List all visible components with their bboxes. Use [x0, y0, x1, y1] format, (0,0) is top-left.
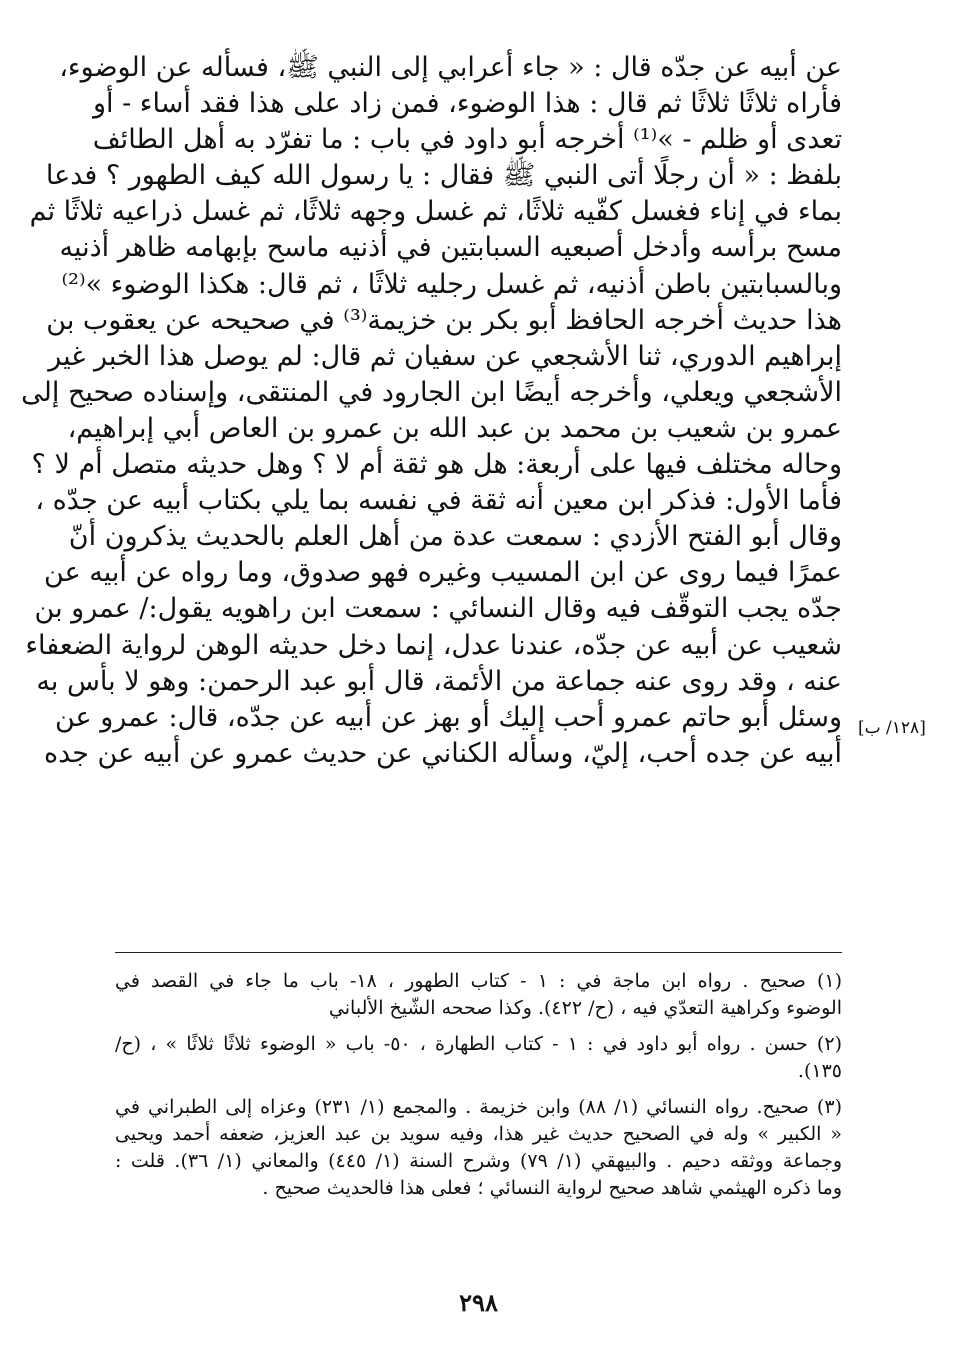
text-line: وقال أبو الفتح الأزدي : سمعت عدة من أهل العلم بالحديث يذكرون أنّ: [68, 521, 842, 553]
text-line: وبالسبابتين باطن أذنيه، ثم غسل رجليه ثلاثًا ، ثم قال: هكذا الوضوء »⁽²⁾: [61, 268, 842, 300]
main-text-block: [21, 50, 842, 772]
text-line: فأراه ثلاثًا ثلاثًا ثم قال : هذا الوضوء، فمن زاد على هذا فقد أساء - أو: [92, 88, 842, 120]
footnote-line: وما ذكره الهيثمي شاهد صحيح لرواية النسائي ؛ فعلى هذا فالحديث صحيح .: [262, 1177, 842, 1199]
text-line: الأشجعي ويعلي، وأخرجه أيضًا ابن الجارود في المنتقى، وإسناده صحيح إلى: [21, 376, 842, 408]
text-line: تعدى أو ظلم - »⁽¹⁾ أخرجه أبو داود في باب : ما تفرّد به أهل الطائف: [92, 124, 842, 156]
text-line: عمرًا فيما روى عن ابن المسيب وغيره فهو صدوق، وما رواه عن أبيه عن: [44, 557, 842, 589]
text-line: عن أبيه عن جدّه قال : « جاء أعرابي إلى النبي ﷺ، فسأله عن الوضوء،: [59, 52, 842, 83]
text-line: شعيب عن أبيه عن جدّه، عندنا عدل، إنما دخل حديثه الوهن لرواية الضعفاء: [25, 629, 842, 661]
footnote-line: الوضوء وكراهية التعدّي فيه ، (ح/ ٤٢٢). وكذا صححه الشّيخ الألباني: [328, 997, 842, 1019]
footnotes-block: [115, 968, 842, 1202]
footnote-3: [115, 1094, 842, 1202]
text-line: عنه ، وقد روى عنه جماعة من الأئمة، قال أبو عبد الرحمن: وهو لا بأس به: [36, 665, 842, 697]
footnote-line: ١٣٥).: [797, 1060, 842, 1082]
margin-folio-note: [١٢٨/ ب]: [858, 718, 926, 738]
text-line: عمرو بن شعيب بن محمد بن عبد الله بن عمرو بن العاص أبي إبراهيم،: [67, 412, 842, 444]
text-line: أبيه عن جده أحب، إليّ، وسأله الكناني عن حديث عمرو عن أبيه عن جده: [43, 737, 842, 769]
text-line: بماء في إناء فغسل كفّيه ثلاثًا، ثم غسل وجهه ثلاثًا، ثم غسل ذراعيه ثلاثًا ثم: [29, 196, 842, 228]
footnote-line: (٣) صحيح. رواه النسائي (١/ ٨٨) وابن خزيمة . والمجمع (١/ ٢٣١) وعزاه إلى الطبراني في: [115, 1096, 842, 1118]
footnote-line: (٢) حسن . رواه أبو داود في : ١ - كتاب الطهارة ، ٥٠- باب « الوضوء ثلاثًا ثلاثًا » ، (ح/: [115, 1033, 842, 1055]
footnote-line: (١) صحيح . رواه ابن ماجة في : ١ - كتاب الطهور ، ١٨- باب ما جاء في القصد في: [115, 970, 842, 992]
text-line: مسح برأسه وأدخل أصبعيه السبابتين في أذنيه ماسح بإبهامه ظاهر أذنيه: [59, 232, 842, 264]
text-line: فأما الأول: فذكر ابن معين أنه ثقة في نفسه بما يلي بكتاب أبيه عن جدّه ،: [35, 485, 842, 517]
footnote-2: [115, 1031, 842, 1085]
text-line: إبراهيم الدوري، ثنا الأشجعي عن سفيان ثم قال: لم يوصل هذا الخبر غير: [48, 340, 842, 372]
footnote-1: [115, 968, 842, 1022]
text-line: جدّه يجب التوقّف فيه وقال النسائي : سمعت ابن راهويه يقول:/ عمرو بن: [34, 593, 842, 625]
text-line: وحاله مختلف فيها على أربعة: هل هو ثقة أم لا ؟ وهل حديثه متصل أم لا ؟: [31, 449, 842, 481]
text-line: بلفظ : « أن رجلًا أتى النبي ﷺ فقال : يا رسول الله كيف الطهور ؟ فدعا: [45, 160, 842, 192]
page-number: ٢٩٨: [459, 1288, 498, 1317]
footnote-separator: [115, 952, 842, 953]
text-line: وسئل أبو حاتم عمرو أحب إليك أو بهز عن أبيه عن جدّه، قال: عمرو عن: [54, 701, 842, 733]
footnote-line: وجماعة ووثقه دحيم . والبيهقي (١/ ٧٩) وشرح السنة (١/ ٤٤٥) والمعاني (١/ ٣٦). قلت :: [115, 1150, 843, 1172]
footnote-line: « الكبير » وله في الصحيح حديث غير هذا، وفيه سويد بن عبد العزيز، ضعفه أحمد ويحيى: [115, 1123, 842, 1145]
text-line: هذا حديث أخرجه الحافظ أبو بكر بن خزيمة⁽³⁾ في صحيحه عن يعقوب بن: [46, 304, 842, 336]
